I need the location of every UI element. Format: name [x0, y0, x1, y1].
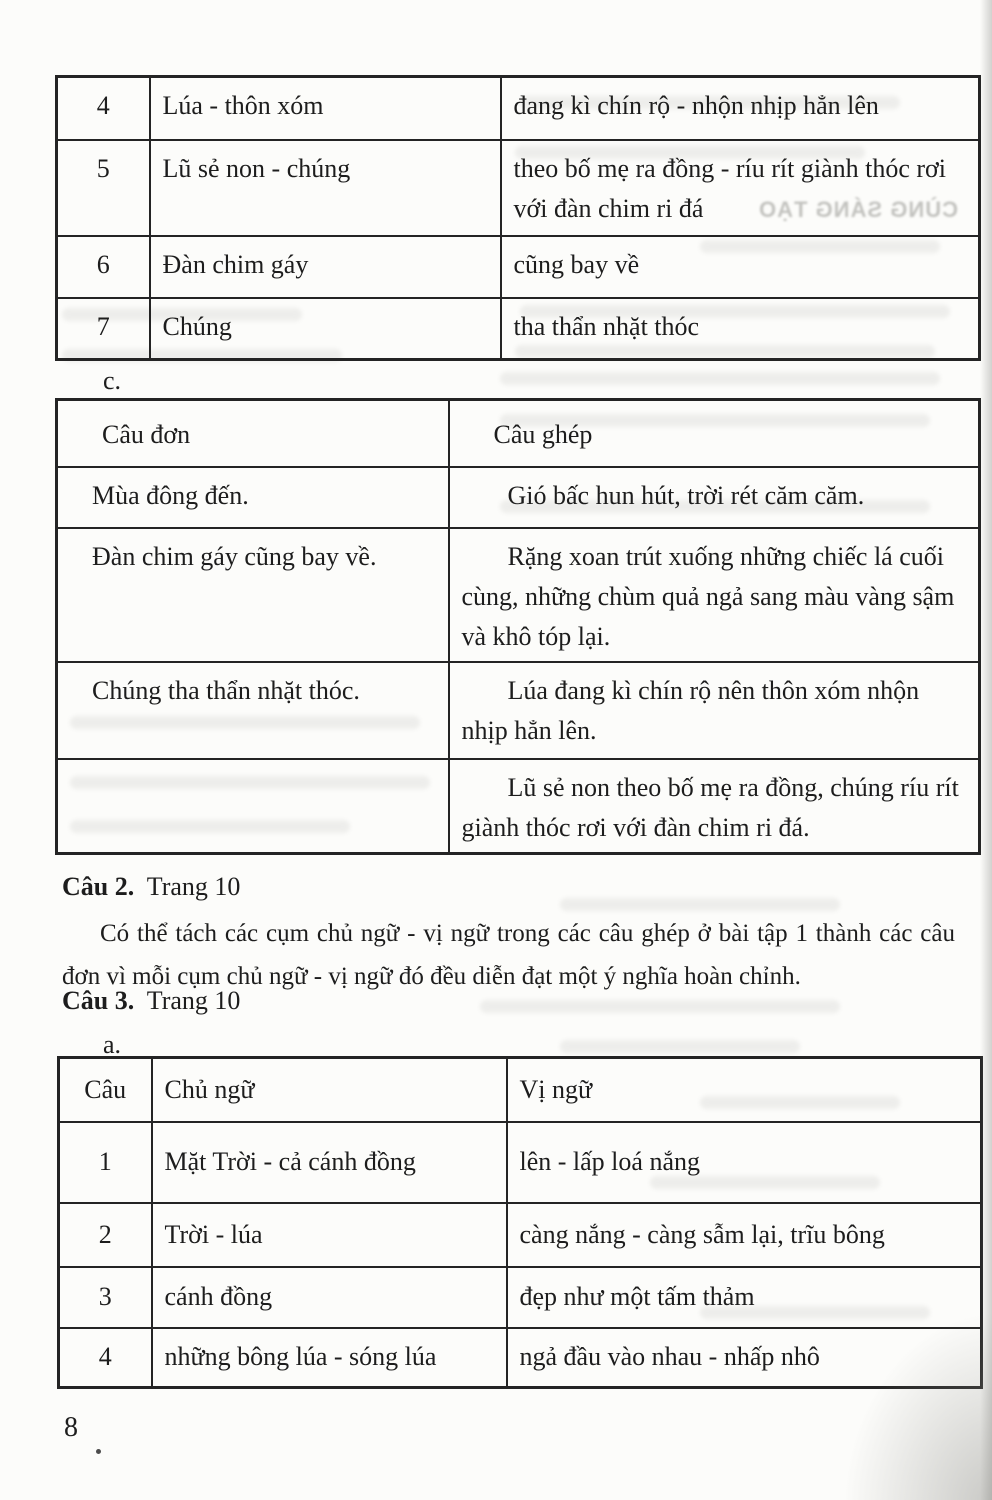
table-row — [57, 528, 980, 662]
cau2-heading — [62, 872, 240, 902]
compound-sentence-cell: Lúa đang kì chín rộ nên thôn xóm nhộn nhịp hẳn lên. — [449, 662, 980, 759]
subject-cell: Chúng — [150, 298, 501, 360]
subject-cell: Đàn chim gáy — [150, 236, 501, 298]
simple-sentence-cell-empty — [57, 759, 449, 854]
table-row — [57, 77, 980, 140]
section-label-a: a. — [103, 1030, 122, 1059]
table-row — [59, 1203, 982, 1267]
predicate-cell: ngả đầu vào nhau - nhấp nhô — [507, 1328, 982, 1388]
column-header-cau-don: Câu đơn — [57, 400, 449, 467]
section-label-c: c. — [103, 366, 122, 395]
row-number-cell: 4 — [59, 1328, 152, 1388]
page-number: 8 — [64, 1412, 78, 1443]
subject-cell: Lũ sẻ non - chúng — [150, 140, 501, 236]
subject-cell: những bông lúa - sóng lúa — [152, 1328, 507, 1388]
predicate-cell: cũng bay về — [501, 236, 980, 298]
table-row — [59, 1267, 982, 1328]
sentence-analysis-table — [57, 1056, 983, 1389]
row-number-cell: 3 — [59, 1267, 152, 1328]
compound-sentence-cell: Lũ sẻ non theo bố mẹ ra đồng, chúng ríu rít giành thóc rơi với đàn chim ri đá. — [449, 759, 980, 854]
simple-compound-sentence-table — [55, 398, 981, 855]
predicate-cell: tha thẩn nhặt thóc — [501, 298, 980, 360]
bleed-through-smudge — [560, 1040, 800, 1053]
cau3-label: Câu 3. — [62, 986, 135, 1015]
table-row — [57, 140, 980, 236]
cau2-page-ref: Trang 10 — [146, 872, 241, 901]
simple-sentence-cell: Chúng tha thẩn nhặt thóc. — [57, 662, 449, 759]
row-number-cell: 2 — [59, 1203, 152, 1267]
bleed-through-smudge — [560, 898, 840, 911]
row-number-cell: 7 — [57, 298, 150, 360]
predicate-cell: đang kì chín rộ - nhộn nhịp hẳn lên — [501, 77, 980, 140]
cau3-heading — [62, 986, 240, 1016]
subject-cell: Lúa - thôn xóm — [150, 77, 501, 140]
simple-sentence-cell: Mùa đông đến. — [57, 467, 449, 528]
column-header-cau-ghep: Câu ghép — [449, 400, 980, 467]
simple-sentence-cell: Đàn chim gáy cũng bay về. — [57, 528, 449, 662]
predicate-cell: đẹp như một tấm thảm — [507, 1267, 982, 1328]
compound-sentence-cell: Gió bấc hun hút, trời rét căm căm. — [449, 467, 980, 528]
table-header-row — [59, 1058, 982, 1122]
table-row — [57, 662, 980, 759]
cau3-page-ref: Trang 10 — [146, 986, 241, 1015]
table-row — [57, 759, 980, 854]
bleed-through-smudge — [480, 1000, 840, 1013]
predicate-cell: theo bố mẹ ra đồng - ríu rít giành thóc rơi với đàn chim ri đá — [501, 140, 980, 236]
row-number-cell: 5 — [57, 140, 150, 236]
table-row — [57, 236, 980, 298]
row-number-cell: 1 — [59, 1122, 152, 1203]
cau2-answer-paragraph: Có thể tách các cụm chủ ngữ - vị ngữ trong các câu ghép ở bài tập 1 thành các câu đơn vì mỗi cụm chủ ngữ - vị ngữ đó đều diễn đạt một ý nghĩa hoàn chỉnh. — [62, 920, 955, 990]
stray-ink-dot — [96, 1449, 101, 1454]
predicate-cell: lên - lấp loá nắng — [507, 1122, 982, 1203]
row-number-cell: 4 — [57, 77, 150, 140]
column-header-chu-ngu: Chủ ngữ — [152, 1058, 507, 1122]
row-number-cell: 6 — [57, 236, 150, 298]
column-header-cau: Câu — [59, 1058, 152, 1122]
table-row — [57, 298, 980, 360]
table-header-row — [57, 400, 980, 467]
subject-cell: Mặt Trời - cả cánh đồng — [152, 1122, 507, 1203]
subject-cell: cánh đồng — [152, 1267, 507, 1328]
compound-sentence-cell: Rặng xoan trút xuống những chiếc lá cuối cùng, những chùm quả ngả sang màu vàng sậm và khô tóp lại. — [449, 528, 980, 662]
column-header-vi-ngu: Vị ngữ — [507, 1058, 982, 1122]
predicate-cell: càng nắng - càng sẫm lại, trĩu bông — [507, 1203, 982, 1267]
cau2-label: Câu 2. — [62, 872, 135, 901]
table-row — [59, 1328, 982, 1388]
subject-cell: Trời - lúa — [152, 1203, 507, 1267]
table-row — [57, 467, 980, 528]
bleed-through-smudge — [500, 372, 940, 385]
subject-predicate-table — [55, 75, 981, 361]
bleed-through-mirrored-text: CÙNG SÁNG TẠO — [758, 197, 958, 222]
table-row — [59, 1122, 982, 1203]
